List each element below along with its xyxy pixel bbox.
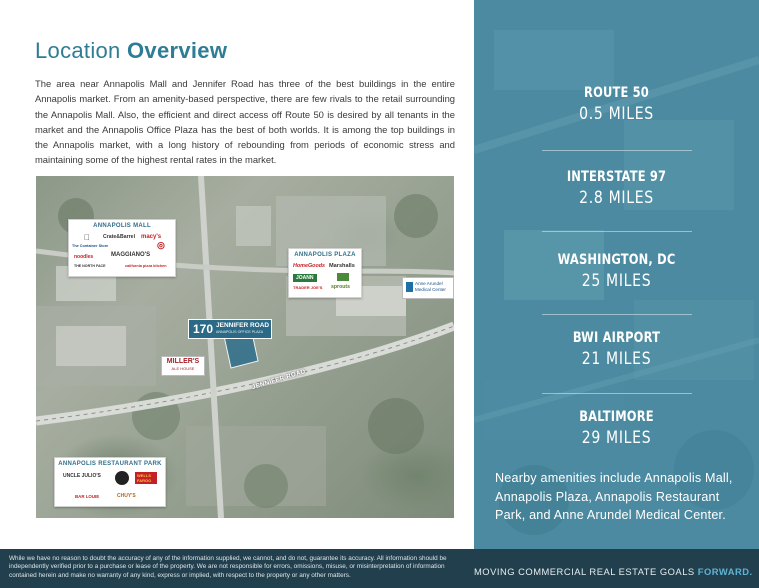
restaurant-park-card (54, 457, 166, 507)
north-face-logo: THE NORTH FACE (74, 264, 106, 268)
trader-joes-logo: TRADER JOE'S (293, 285, 323, 290)
stat-value: 25 MILES (581, 271, 652, 290)
stat-route-50 (474, 84, 759, 124)
aerial-map (36, 176, 454, 518)
hospital-icon (406, 282, 413, 292)
tagline-emphasis: FORWARD. (697, 566, 753, 577)
stat-label: WASHINGTON, DC (557, 252, 676, 268)
stat-label: INTERSTATE 97 (566, 169, 667, 185)
container-store-logo: The Container Store (72, 244, 109, 248)
medical-center-card (402, 277, 454, 299)
building-number: 170 (193, 322, 214, 336)
uncle-julios-logo: UNCLE JULIO'S (63, 473, 101, 479)
stat-interstate-97 (474, 168, 759, 208)
annapolis-mall-title: ANNAPOLIS MALL (93, 223, 151, 229)
divider (542, 231, 692, 232)
chuys-logo: CHUY'S (117, 493, 136, 499)
restaurant-icon (115, 471, 129, 485)
millers-sub: ALE HOUSE (171, 366, 195, 371)
restaurant-park-title: ANNAPOLIS RESTAURANT PARK (58, 461, 162, 467)
annapolis-plaza-card (288, 248, 362, 298)
building-subtitle: ANNAPOLIS OFFICE PLAZA (216, 330, 264, 334)
title-bold: Overview (127, 38, 228, 63)
disclaimer: While we have no reason to doubt the accuracy of any of the information supplied, we cannot, and do not, guarantee its accuracy. All information should be independently verified prior to a purchase or lease of the property. We are not responsible for errors, omissions, misuse, or misinterpretation of information contained herein and make no warranty of any kind, express or implied, with respect to the property or any other matters. (9, 555, 447, 579)
stat-label: BALTIMORE (579, 409, 654, 425)
tagline (474, 566, 753, 577)
title-light: Location (35, 38, 121, 63)
medical-center-line2: Medical Center (415, 286, 446, 292)
stat-value: 29 MILES (581, 428, 652, 447)
medical-center-label (415, 281, 446, 292)
store-icon (337, 273, 349, 281)
maggianos-logo: MAGGIANO'S (111, 252, 151, 258)
tagline-prefix: MOVING COMMERCIAL REAL ESTATE GOALS (474, 566, 695, 577)
annapolis-plaza-title: ANNAPOLIS PLAZA (294, 252, 356, 258)
intro-paragraph: The area near Annapolis Mall and Jennifer Road has three of the best buildings in the entire Annapolis market. From an amenity-based perspective, there are few rivals to the retail surrounding the Annapolis Mall. Also, the efficient and direct access off Route 50 is desired by all tenants in the market and the Annapolis Office Plaza has the best of both worlds. It is among the top buildings in the Annapolis market, with a long history of rebounding from periods of economic stress and maintaining some of the highest rental rates in the market. (35, 78, 455, 166)
sprouts-logo: sprouts (331, 284, 351, 290)
annapolis-mall-card (68, 219, 176, 277)
macys-logo: macy's (141, 234, 162, 240)
divider (542, 150, 692, 151)
joann-logo: JOANN (293, 274, 317, 282)
amenities-text: Nearby amenities include Annapolis Mall, Annapolis Plaza, Annapolis Restaurant Park, and Anne Arundel Medical Center. (495, 471, 733, 522)
stat-label: ROUTE 50 (584, 85, 649, 101)
millers-name: MILLER'S (166, 358, 200, 365)
homegoods-logo: HomeGoods (293, 263, 326, 269)
stat-washington-dc (474, 251, 759, 291)
wells-fargo-logo: WELLS FARGO (135, 472, 157, 484)
stats-panel (474, 0, 759, 549)
divider (542, 393, 692, 394)
millers-card (161, 356, 205, 376)
bar-louie-logo: BAR LOUIE (75, 494, 100, 499)
noodles-logo: noodles (74, 254, 94, 260)
page-title (35, 38, 227, 64)
target-icon: ◎ (157, 240, 165, 250)
road-label: JENNIFER ROAD (251, 368, 307, 391)
stat-value: 21 MILES (581, 349, 652, 368)
crate-barrel-logo: Crate&Barrel (103, 234, 136, 240)
building-tag (188, 319, 272, 339)
stat-value: 0.5 MILES (579, 104, 654, 123)
stat-bwi-airport (474, 329, 759, 369)
stat-value: 2.8 MILES (579, 188, 654, 207)
cpk-logo: california pizza kitchen (125, 264, 167, 268)
divider (542, 314, 692, 315)
medical-center-line1: Anne Arundel (415, 281, 443, 286)
building-street: JENNIFER ROAD (216, 322, 270, 329)
stat-label: BWI AIRPORT (572, 330, 661, 346)
stat-baltimore (474, 408, 759, 448)
marshalls-logo: Marshalls (329, 263, 355, 269)
apple-icon (84, 233, 90, 242)
